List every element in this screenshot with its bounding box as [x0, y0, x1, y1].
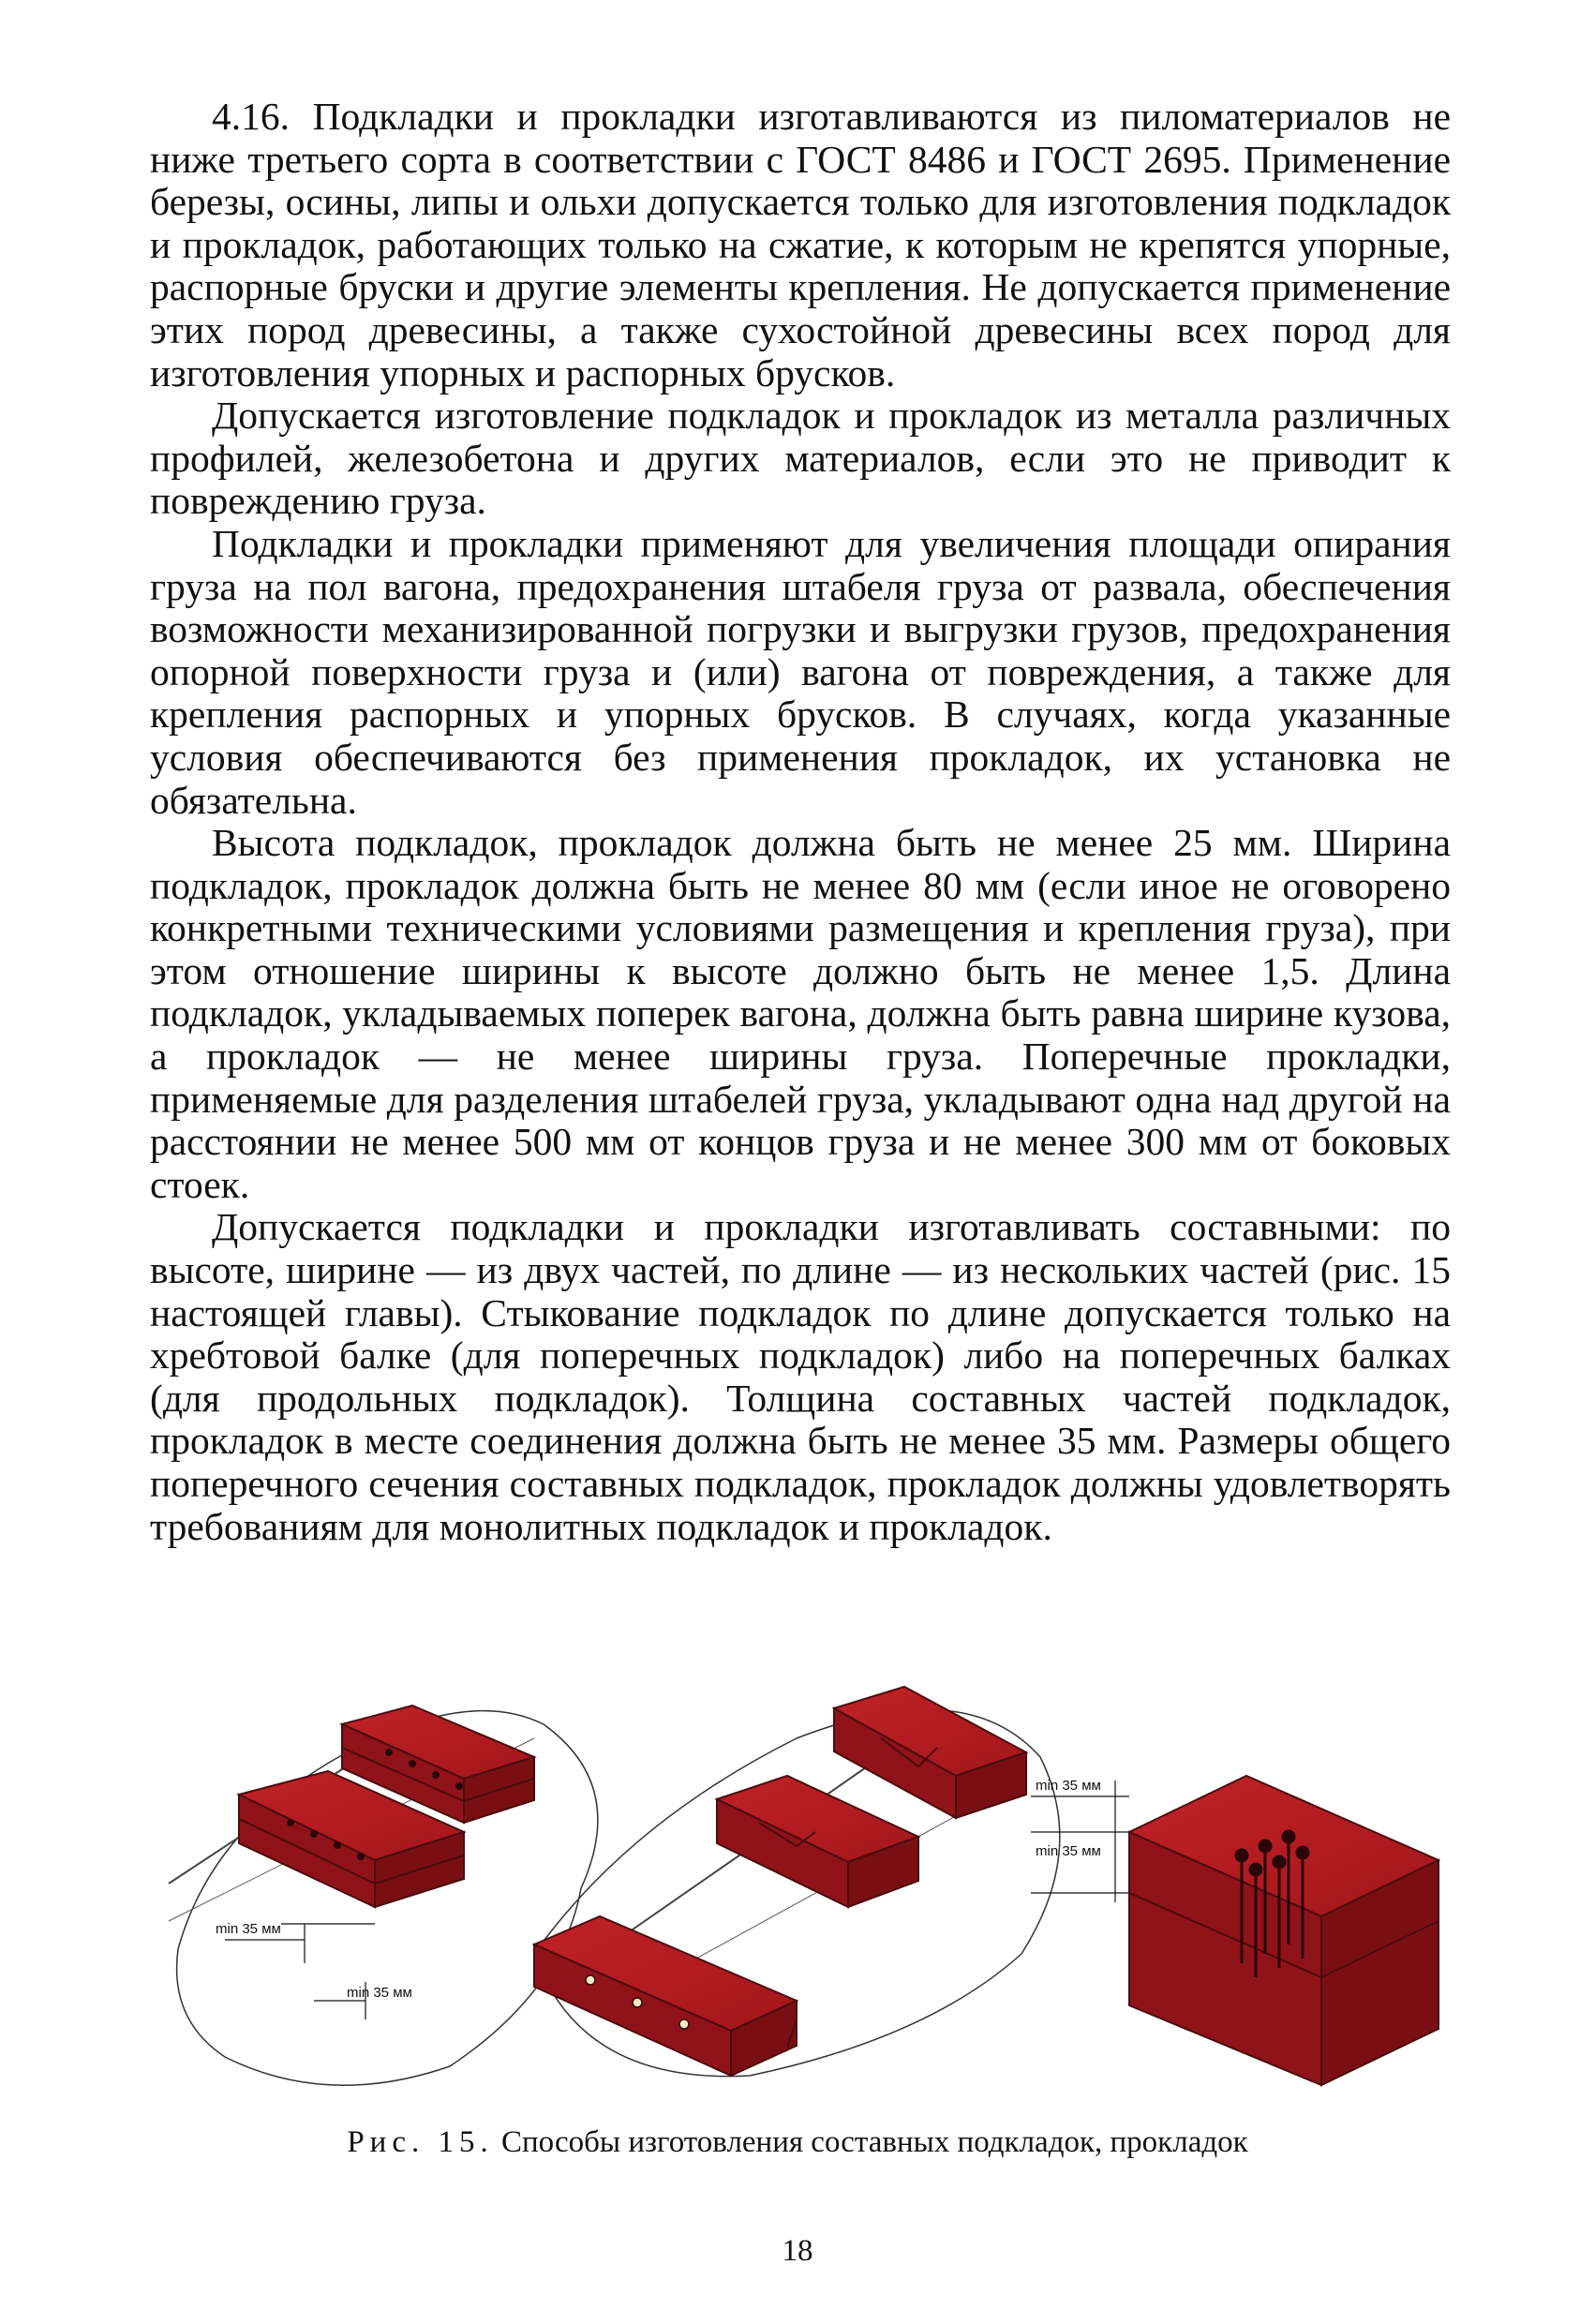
paragraph-dimensions: Высота подкладок, прокладок должна быть не менее 25 мм. Ширина подкладок, прокладок должна быть не менее 80 мм (если иное не оговорено конкретными техническими условиями размещения и крепления груза), при этом отношение ширины к высоте должно быть не менее 1,5. Длина подкладок, укладываемых поперек вагона, должна быть равна ширине кузова, а прокладок — не менее ширины груза. Поперечные прокладки, применяемые для разделения штабелей груза, укладывают одна над другой на расстоянии не менее 500 мм от концов груза и не менее 300 мм от боковых стоек.: [150, 821, 1451, 1206]
dimension-label-2: min 35 мм: [347, 1985, 412, 2001]
paragraph-4-16: 4.16. Подкладки и прокладки изготавливаются из пиломатериалов не ниже третьего сорта в соответствии с ГОСТ 8486 и ГОСТ 2695. Применение березы, осины, липы и ольхи допускается только для изготовления подкладок и прокладок, работающих только на сжатие, к которым не крепятся упорные, распорные бруски и другие элементы крепления. Не допускается применение этих пород древесины, а также сухостойной древесины всех пород для изготовления упорных и распорных брусков.: [150, 95, 1451, 395]
figure-caption: [0, 2125, 1595, 2160]
caption-text: Способы изготовления составных подкладок, прокладок: [493, 2125, 1248, 2159]
paragraph-composite: Допускается подкладки и прокладки изготавливать составными: по высоте, ширине — из двух частей, по длине — из нескольких частей (рис. 15 настоящей главы). Стыкование подкладок по длине допускается только на хребтовой балке (для поперечных подкладок) либо на поперечных балках (для продольных подкладок). Толщина составных частей подкладок, прокладок в месте соединения должна быть не менее 35 мм. Размеры общего поперечного сечения составных подкладок, прокладок должны удовлетворять требованиям для монолитных подкладок и прокладок.: [150, 1205, 1451, 1548]
spliced-pad-middle: [717, 1776, 918, 1907]
dimension-label-1: min 35 мм: [216, 1921, 281, 1937]
dimension-label-4: min 35 мм: [1036, 1843, 1101, 1859]
composite-pads-illustration: [141, 1682, 1462, 2123]
spliced-pad-back: [834, 1687, 1026, 1818]
spliced-pad-front: [534, 1916, 797, 2076]
page-number: 18: [782, 2234, 813, 2268]
dimension-lines-right: [1031, 1780, 1129, 1902]
block-with-nails: [1129, 1776, 1438, 2085]
figure-15: [141, 1682, 1462, 2123]
dimension-lines-left: [225, 1924, 375, 2019]
paragraph-materials: Допускается изготовление подкладок и прокладок из металла различных профилей, железобетона и других материалов, если это не приводит к повреждению груза.: [150, 394, 1451, 523]
paragraph-purpose: Подкладки и прокладки применяют для увеличения площади опирания груза на пол вагона, предохранения штабеля груза от развала, обеспечения возможности механизированной погрузки и выгрузки грузов, предохранения опорной поверхности груза и (или) вагона от повреждения, а также для крепления распорных и упорных брусков. В случаях, когда указанные условия обеспечиваются без применения прокладок, их установка не обязательна.: [150, 521, 1451, 822]
dimension-label-3: min 35 мм: [1036, 1778, 1101, 1794]
caption-label: Рис. 15.: [347, 2125, 494, 2159]
body-text: [150, 96, 1451, 1548]
